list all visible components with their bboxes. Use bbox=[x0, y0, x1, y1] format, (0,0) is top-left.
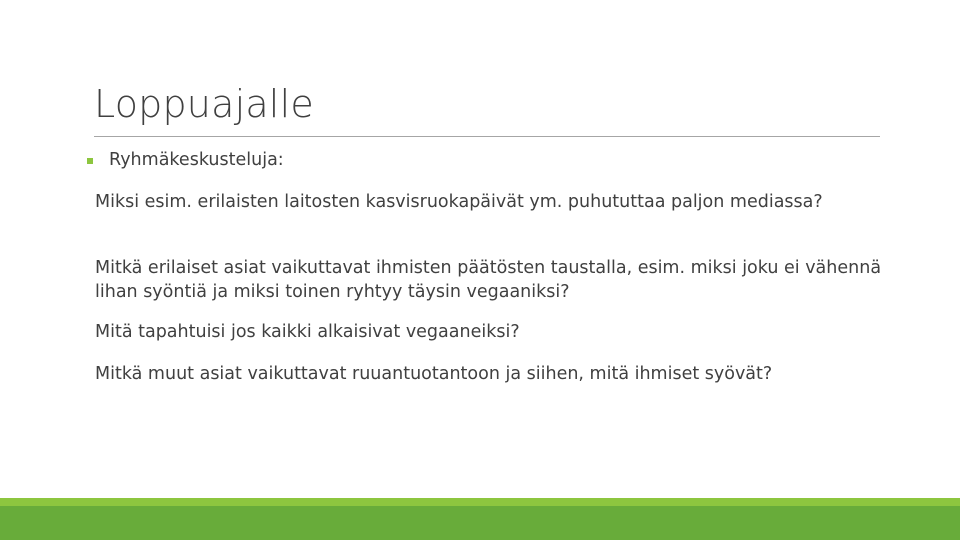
square-bullet-icon bbox=[87, 158, 93, 164]
discussion-question-3: Mitä tapahtuisi jos kaikki alkaisivat vegaaneiksi? bbox=[95, 322, 520, 342]
discussion-question-2: Mitkä erilaiset asiat vaikuttavat ihmisten päätösten taustalla, esim. miksi joku ei vähennä lihan syöntiä ja miksi toinen ryhtyy täysin vegaaniksi? bbox=[95, 258, 882, 302]
slide-title: Loppuajalle bbox=[94, 82, 314, 126]
bullet-item bbox=[87, 150, 284, 170]
discussion-question-1: Miksi esim. erilaisten laitosten kasvisruokapäivät ym. puhututtaa paljon mediassa? bbox=[95, 192, 823, 212]
footer-band-light bbox=[0, 498, 960, 506]
title-divider bbox=[94, 136, 880, 137]
bullet-text: Ryhmäkeskusteluja: bbox=[109, 150, 284, 170]
discussion-question-4: Mitkä muut asiat vaikuttavat ruuantuotantoon ja siihen, mitä ihmiset syövät? bbox=[95, 364, 773, 384]
footer-band-dark bbox=[0, 506, 960, 540]
